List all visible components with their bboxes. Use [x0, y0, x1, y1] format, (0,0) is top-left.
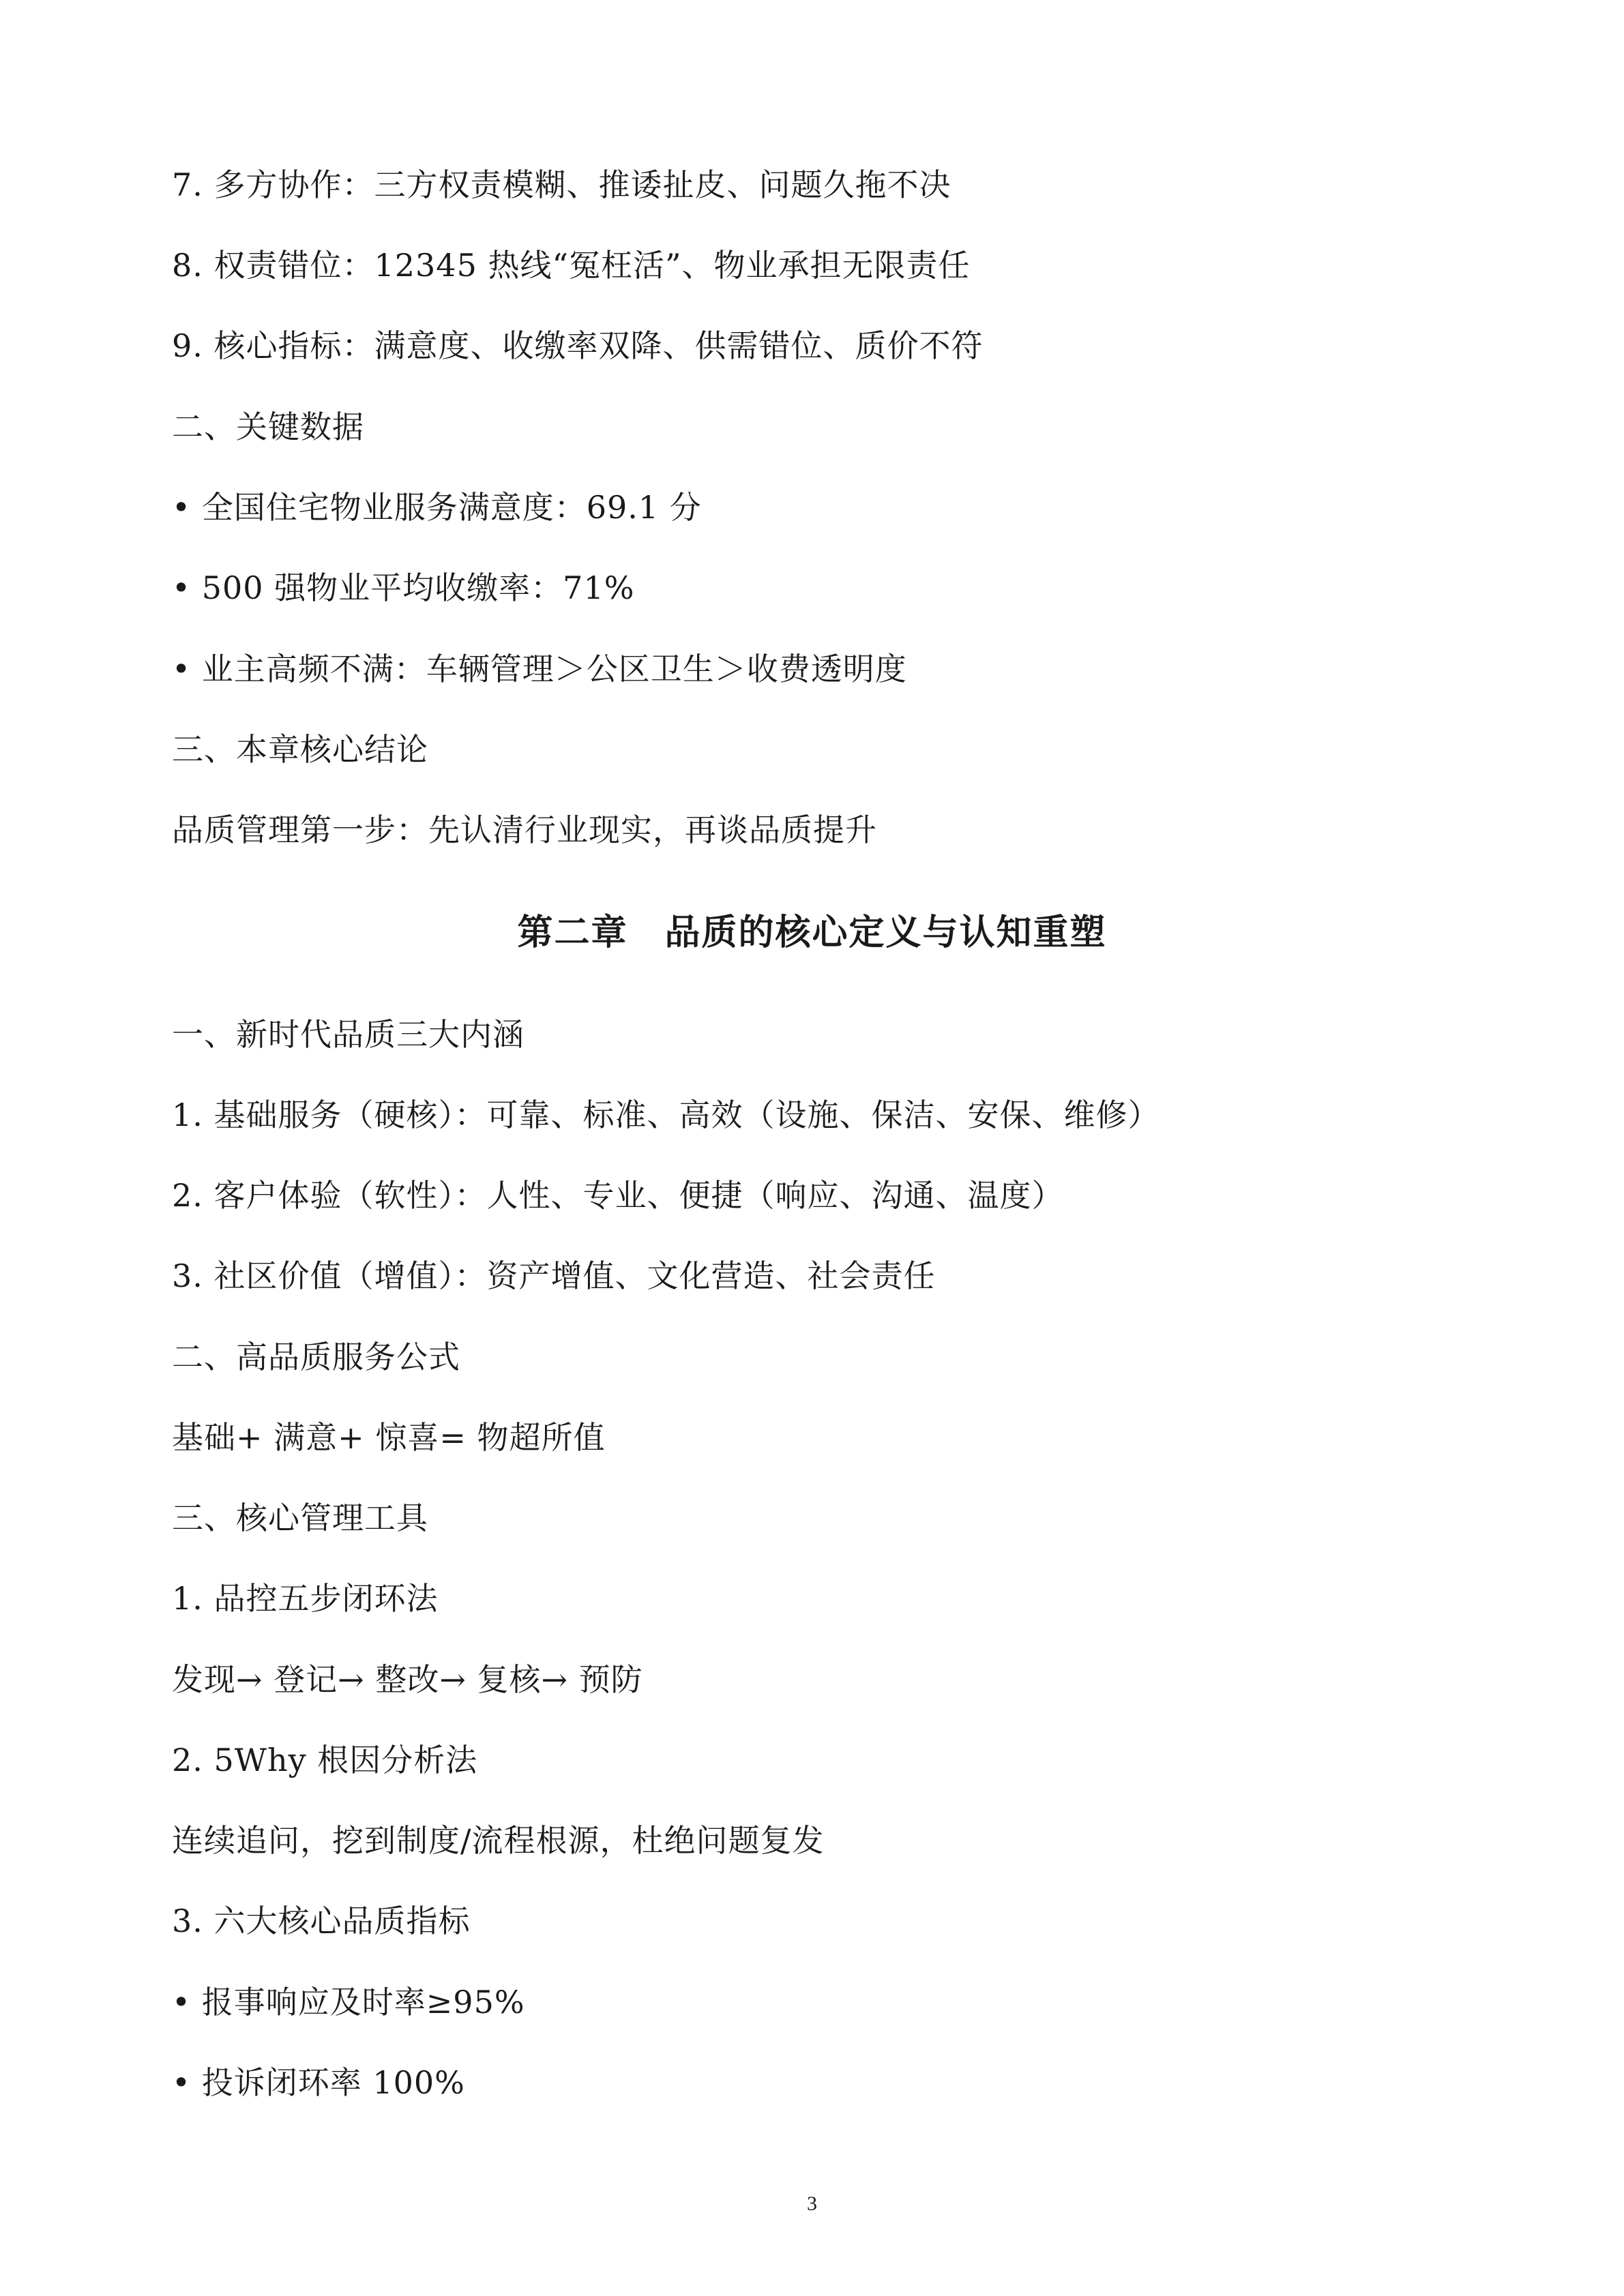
- paragraph-service-formula: 基础+ 满意+ 惊喜= 物超所值: [172, 1419, 606, 1456]
- paragraph-five-step-flow: 发现→ 登记→ 整改→ 复核→ 预防: [172, 1661, 643, 1698]
- list-item-basic-service: 1. 基础服务（硬核）：可靠、标准、高效（设施、保洁、安保、维修）: [172, 1097, 1160, 1133]
- list-item-customer-experience: 2. 客户体验（软性）：人性、专业、便捷（响应、沟通、温度）: [172, 1177, 1064, 1214]
- list-item-responsibility-mismatch: 8. 权责错位：12345 热线“冤枉活”、物业承担无限责任: [172, 247, 971, 284]
- list-item-multi-party-cooperation: 7. 多方协作：三方权责模糊、推诿扯皮、问题久拖不决: [172, 166, 951, 203]
- page-number: 3: [807, 2192, 817, 2215]
- list-item-core-indicators: 9. 核心指标：满意度、收缴率双降、供需错位、质价不符: [172, 327, 984, 364]
- bullet-collection-rate: • 500 强物业平均收缴率：71%: [172, 569, 635, 606]
- section-heading-three-connotations: 一、新时代品质三大内涵: [172, 1016, 525, 1053]
- bullet-response-rate: • 报事响应及时率≥95%: [172, 1984, 525, 2021]
- list-item-five-step-loop: 1. 品控五步闭环法: [172, 1580, 439, 1617]
- paragraph-5why-description: 连续追问，挖到制度/流程根源，杜绝问题复发: [172, 1822, 825, 1859]
- bullet-satisfaction-score: • 全国住宅物业服务满意度：69.1 分: [172, 489, 702, 526]
- list-item-six-quality-indicators: 3. 六大核心品质指标: [172, 1903, 471, 1939]
- section-heading-chapter-conclusion: 三、本章核心结论: [172, 731, 428, 768]
- section-heading-service-formula: 二、高品质服务公式: [172, 1339, 460, 1375]
- chapter-title: 第二章 品质的核心定义与认知重塑: [517, 912, 1107, 953]
- list-item-5why-analysis: 2. 5Why 根因分析法: [172, 1742, 478, 1778]
- section-heading-key-data: 二、关键数据: [172, 408, 364, 445]
- list-item-community-value: 3. 社区价值（增值）：资产增值、文化营造、社会责任: [172, 1257, 936, 1294]
- section-heading-management-tools: 三、核心管理工具: [172, 1500, 428, 1536]
- bullet-complaint-closure-rate: • 投诉闭环率 100%: [172, 2064, 465, 2101]
- bullet-owner-complaints: • 业主高频不满：车辆管理＞公区卫生＞收费透明度: [172, 651, 907, 687]
- paragraph-conclusion: 品质管理第一步：先认清行业现实，再谈品质提升: [172, 811, 877, 848]
